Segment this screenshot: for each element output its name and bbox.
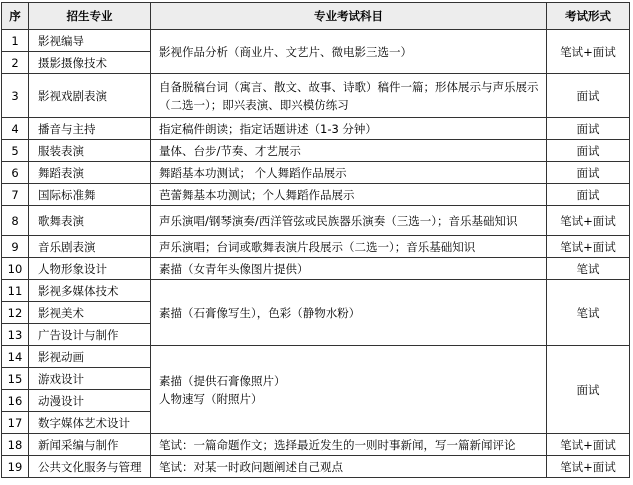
header-seq: 序 [2, 3, 29, 30]
row-major: 歌舞表演 [29, 206, 151, 236]
row-major: 公共文化服务与管理 [29, 456, 151, 478]
row-form: 笔试+面试 [547, 30, 630, 74]
row-major: 数字媒体艺术设计 [29, 412, 151, 434]
header-subject: 专业考试科目 [151, 3, 547, 30]
row-form: 面试 [547, 162, 630, 184]
row-subject: 素描（石膏像写生），色彩（静物水粉） [151, 280, 547, 346]
row-seq: 15 [2, 368, 29, 390]
row-major: 游戏设计 [29, 368, 151, 390]
row-seq: 17 [2, 412, 29, 434]
header-form: 考试形式 [547, 3, 630, 30]
row-major: 舞蹈表演 [29, 162, 151, 184]
row-major: 人物形象设计 [29, 258, 151, 280]
subject-line: 素描（提供石膏像照片） [159, 373, 286, 388]
row-subject: 指定稿件朗读；指定话题讲述（1-3 分钟） [151, 118, 547, 140]
table-row [2, 30, 630, 52]
row-major: 播音与主持 [29, 118, 151, 140]
row-major: 影视动画 [29, 346, 151, 368]
row-form: 面试 [547, 74, 630, 118]
row-subject: 自备脱稿台词（寓言、散文、故事、诗歌）稿件一篇；形体展示与声乐展示（二选一）；即兴表演、即兴模仿练习 [151, 74, 547, 118]
row-seq: 10 [2, 258, 29, 280]
row-subject: 笔试：对某一时政问题阐述自己观点 [151, 456, 547, 478]
row-seq: 11 [2, 280, 29, 302]
row-major: 服装表演 [29, 140, 151, 162]
table-row [2, 434, 630, 456]
row-major: 音乐剧表演 [29, 236, 151, 258]
row-form: 笔试+面试 [547, 456, 630, 478]
header-major: 招生专业 [29, 3, 151, 30]
table-row [2, 280, 630, 302]
row-major: 影视编导 [29, 30, 151, 52]
row-form: 面试 [547, 140, 630, 162]
row-subject: 芭蕾舞基本功测试；个人舞蹈作品展示 [151, 184, 547, 206]
row-seq: 6 [2, 162, 29, 184]
row-form: 面试 [547, 184, 630, 206]
row-subject: 舞蹈基本功测试； 个人舞蹈作品展示 [151, 162, 547, 184]
row-major: 广告设计与制作 [29, 324, 151, 346]
row-form: 面试 [547, 346, 630, 434]
table-row [2, 206, 630, 236]
row-subject: 素描（女青年头像图片提供） [151, 258, 547, 280]
row-seq: 7 [2, 184, 29, 206]
row-seq: 3 [2, 74, 29, 118]
table-row [2, 140, 630, 162]
table-row [2, 118, 630, 140]
row-seq: 16 [2, 390, 29, 412]
row-form: 笔试 [547, 258, 630, 280]
row-subject [151, 346, 547, 434]
row-seq: 8 [2, 206, 29, 236]
table-row [2, 258, 630, 280]
table-row [2, 162, 630, 184]
table-row [2, 184, 630, 206]
row-major: 影视戏剧表演 [29, 74, 151, 118]
table-row [2, 236, 630, 258]
row-seq: 2 [2, 52, 29, 74]
row-seq: 13 [2, 324, 29, 346]
row-seq: 12 [2, 302, 29, 324]
table-row [2, 74, 630, 118]
row-seq: 4 [2, 118, 29, 140]
row-subject: 声乐演唱；台词或歌舞表演片段展示（二选一）；音乐基础知识 [151, 236, 547, 258]
table-row [2, 346, 630, 368]
row-subject: 声乐演唱/钢琴演奏/西洋管弦或民族器乐演奏（三选一）；音乐基础知识 [151, 206, 547, 236]
row-seq: 19 [2, 456, 29, 478]
row-major: 影视多媒体技术 [29, 280, 151, 302]
row-seq: 5 [2, 140, 29, 162]
row-major: 影视美术 [29, 302, 151, 324]
admission-exam-table [1, 2, 630, 478]
row-seq: 18 [2, 434, 29, 456]
row-form: 笔试+面试 [547, 206, 630, 236]
row-seq: 9 [2, 236, 29, 258]
row-subject: 影视作品分析（商业片、文艺片、微电影三选一） [151, 30, 547, 74]
row-seq: 1 [2, 30, 29, 52]
header-row [2, 3, 630, 30]
row-major: 动漫设计 [29, 390, 151, 412]
row-form: 笔试+面试 [547, 236, 630, 258]
row-major: 摄影摄像技术 [29, 52, 151, 74]
row-form: 笔试 [547, 280, 630, 346]
table-row [2, 456, 630, 478]
row-major: 新闻采编与制作 [29, 434, 151, 456]
row-form: 面试 [547, 118, 630, 140]
row-form: 笔试+面试 [547, 434, 630, 456]
row-major: 国际标准舞 [29, 184, 151, 206]
subject-line: 人物速写（附照片） [159, 391, 263, 406]
row-subject: 笔试：一篇命题作文；选择最近发生的一则时事新闻，写一篇新闻评论 [151, 434, 547, 456]
row-subject: 量体、台步/节奏、才艺展示 [151, 140, 547, 162]
row-seq: 14 [2, 346, 29, 368]
